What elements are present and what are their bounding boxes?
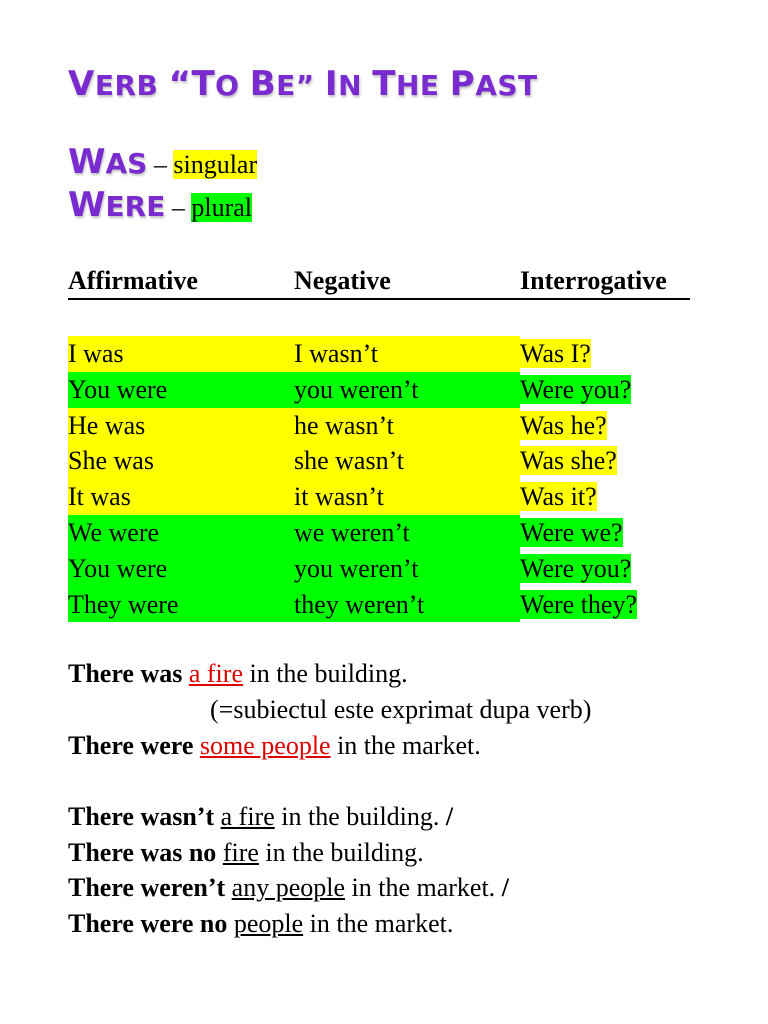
affirmative-cell: They were (68, 587, 294, 623)
definition-were: WERE – plural (68, 185, 252, 225)
example-sentence: There were no people in the market. (68, 909, 454, 938)
definition-was: WAS – singular (68, 142, 258, 182)
interrogative-cell: Was it? (520, 482, 597, 512)
table-row (68, 587, 668, 623)
example-sentence: There was no fire in the building. (68, 838, 424, 867)
interrogative-cell: Were you? (520, 374, 632, 404)
example-sentence: There weren’t any people in the market. / (68, 873, 509, 902)
table-row (68, 408, 668, 444)
table-row (68, 336, 668, 372)
negative-cell: you weren’t (294, 551, 520, 587)
negative-cell: I wasn’t (294, 336, 520, 372)
page-title: VERB “TO BE” IN THE PAST (68, 64, 538, 104)
interrogative-cell: Was I? (520, 339, 591, 368)
negative-cell: it wasn’t (294, 479, 520, 515)
affirmative-cell: You were (68, 551, 294, 587)
table-row (68, 372, 668, 408)
definition-word-were: WERE (68, 185, 166, 225)
interrogative-cell: Was she? (520, 446, 617, 476)
affirmative-cell: He was (68, 408, 294, 444)
emphasis-text: a fire (188, 659, 243, 688)
affirmative-cell: It was (68, 479, 294, 515)
emphasis-text: some people (199, 731, 331, 760)
column-header-interrogative: Interrogative (520, 266, 667, 295)
table-row (68, 515, 668, 551)
table-row (68, 551, 668, 587)
affirmative-cell: You were (68, 372, 294, 408)
example-note: (=subiectul este exprimat dupa verb) (210, 695, 592, 724)
table-header (68, 264, 690, 300)
underlined-text: fire (222, 838, 259, 867)
definition-meaning-singular: singular (173, 150, 258, 179)
negative-cell: you weren’t (294, 372, 520, 408)
underlined-text: people (233, 909, 304, 938)
interrogative-cell: Were you? (520, 553, 632, 583)
definition-word-was: WAS (68, 142, 148, 182)
affirmative-cell: I was (68, 336, 294, 372)
table-row (68, 443, 668, 479)
example-sentence: There wasn’t a fire in the building. / (68, 802, 454, 831)
example-sentence: There was a fire in the building. (68, 659, 408, 688)
negative-cell: they weren’t (294, 587, 520, 623)
negative-cell: we weren’t (294, 515, 520, 551)
conjugation-table (68, 336, 668, 622)
negative-cell: she wasn’t (294, 443, 520, 479)
example-sentence: There were some people in the market. (68, 731, 481, 760)
underlined-text: any people (231, 873, 345, 902)
interrogative-cell: Was he? (520, 410, 607, 440)
table-row (68, 479, 668, 515)
interrogative-cell: Were we? (520, 517, 623, 547)
underlined-text: a fire (220, 802, 275, 831)
column-header-affirmative: Affirmative (68, 266, 198, 295)
column-header-negative: Negative (294, 266, 391, 295)
affirmative-cell: She was (68, 443, 294, 479)
definition-meaning-plural: plural (191, 193, 252, 222)
affirmative-cell: We were (68, 515, 294, 551)
interrogative-cell: Were they? (520, 589, 637, 619)
negative-cell: he wasn’t (294, 408, 520, 444)
